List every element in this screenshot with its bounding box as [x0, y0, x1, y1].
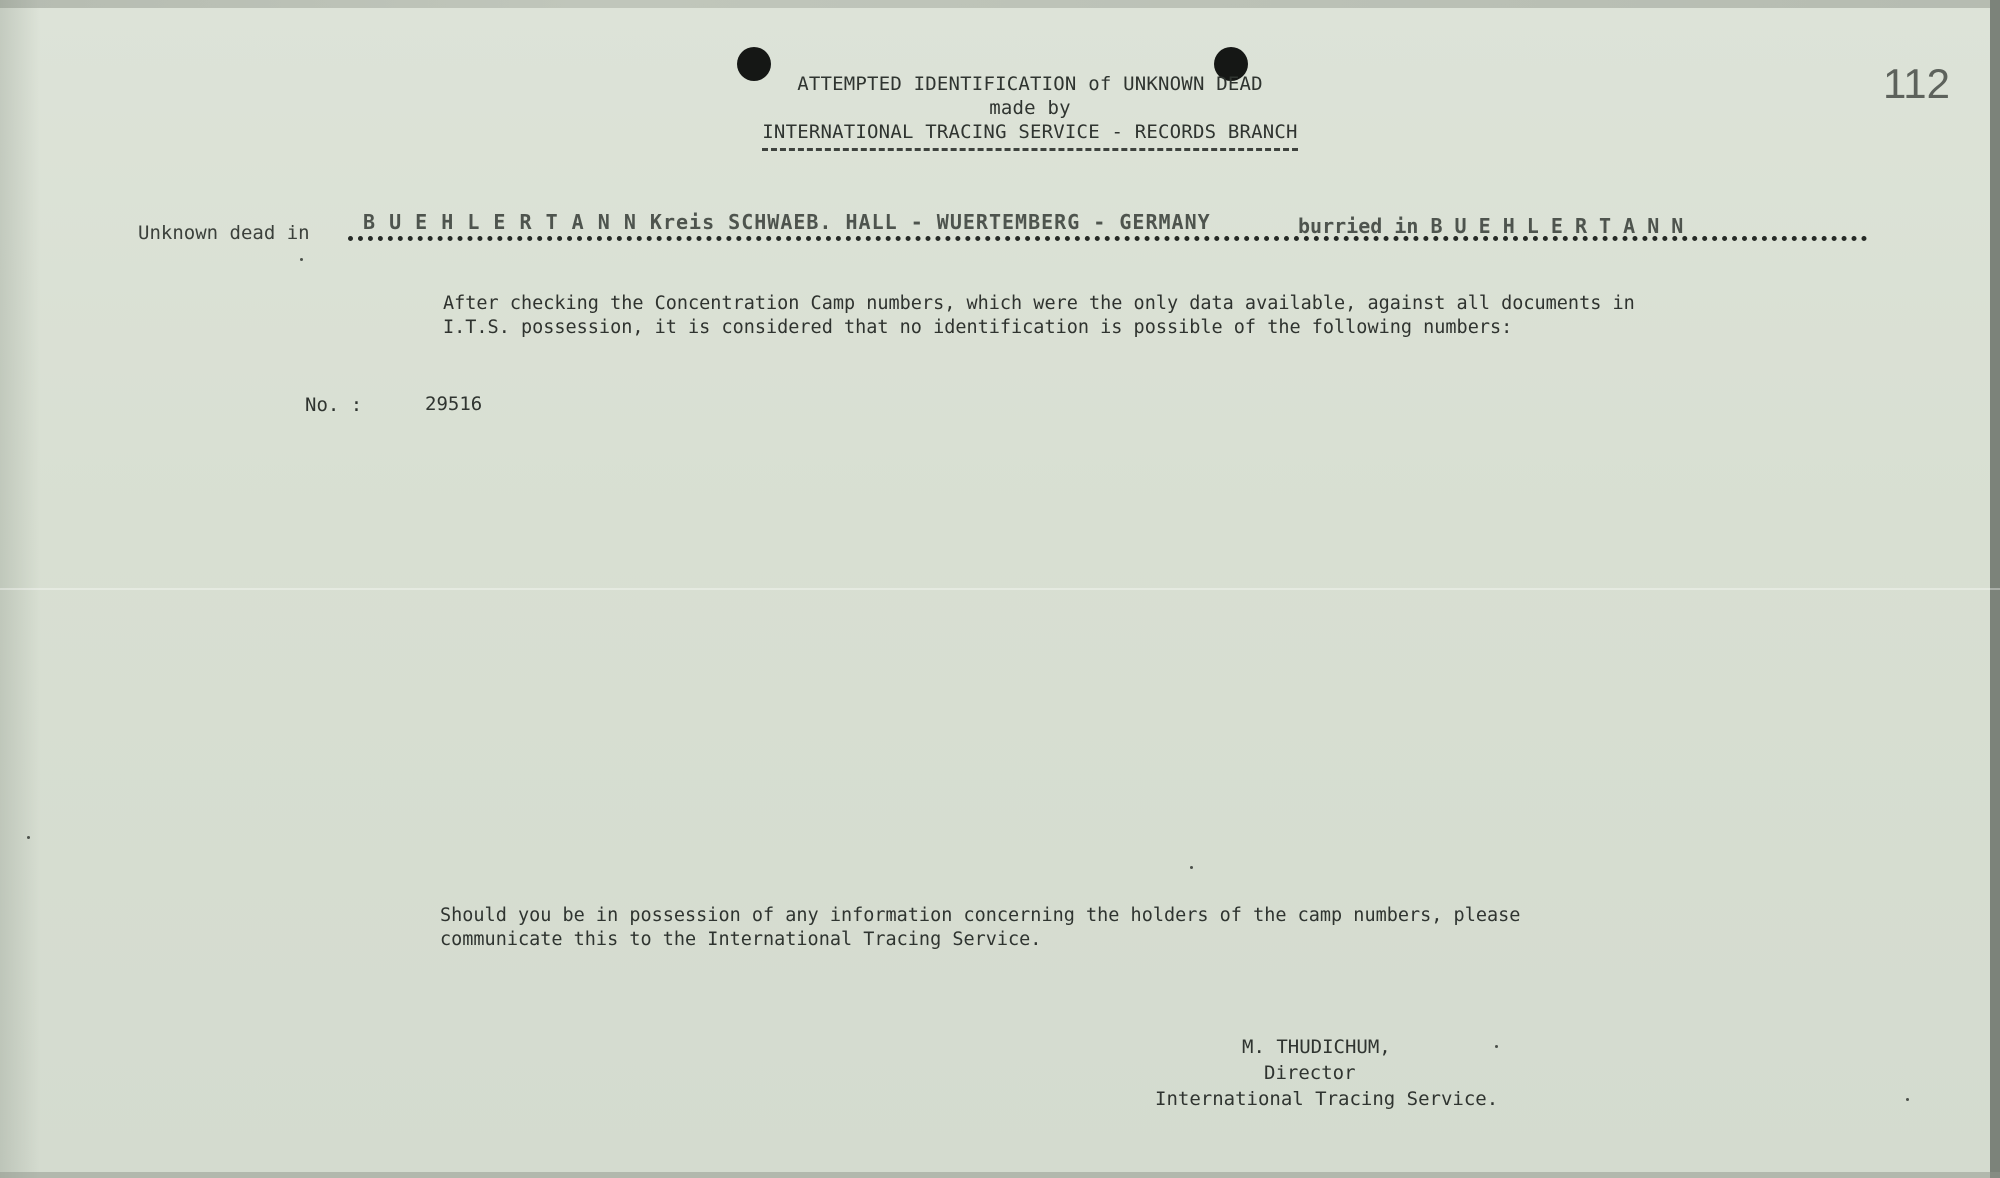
paper-speck: [27, 836, 30, 839]
paper-speck: [1906, 1098, 1909, 1101]
document-header: [720, 72, 1340, 151]
paper-speck: [300, 258, 303, 261]
body-paragraph: After checking the Concentration Camp numbers, which were the only data available, against all documents in I.T.S. possession, it is considered that no identification is possible of the following numbers:: [443, 293, 1635, 338]
unknown-dead-label: Unknown dead in: [138, 222, 310, 244]
signatory-organization: International Tracing Service.: [1155, 1088, 1499, 1110]
header-subtitle: made by: [989, 97, 1071, 119]
signatory-title: Director: [1264, 1062, 1356, 1084]
paper-fold-crease: [0, 588, 2000, 590]
paper-speck: [1190, 866, 1193, 869]
paper-speck: [1495, 1045, 1498, 1048]
camp-number: 29516: [425, 393, 483, 415]
closing-paragraph: Should you be in possession of any information concerning the holders of the camp numbers, please communicate this to the International Tracing Service.: [440, 905, 1521, 950]
header-title: ATTEMPTED IDENTIFICATION of UNKNOWN DEAD: [797, 73, 1263, 95]
scan-bottom-edge: [0, 1172, 2000, 1178]
page-number: 112: [1883, 60, 1950, 107]
header-organization: INTERNATIONAL TRACING SERVICE - RECORDS BRANCH: [762, 120, 1297, 151]
unknown-dead-row: [138, 210, 1868, 250]
burial-place: burried in B U E H L E R T A N N: [1298, 214, 1684, 238]
number-label: No. :: [305, 394, 363, 416]
scan-top-edge: [0, 0, 2000, 8]
signature-block: [1150, 1034, 1570, 1112]
signatory-name: M. THUDICHUM,: [1242, 1036, 1391, 1058]
unknown-dead-place: B U E H L E R T A N N Kreis SCHWAEB. HALL - WUERTEMBERG - GERMANY: [363, 210, 1211, 234]
